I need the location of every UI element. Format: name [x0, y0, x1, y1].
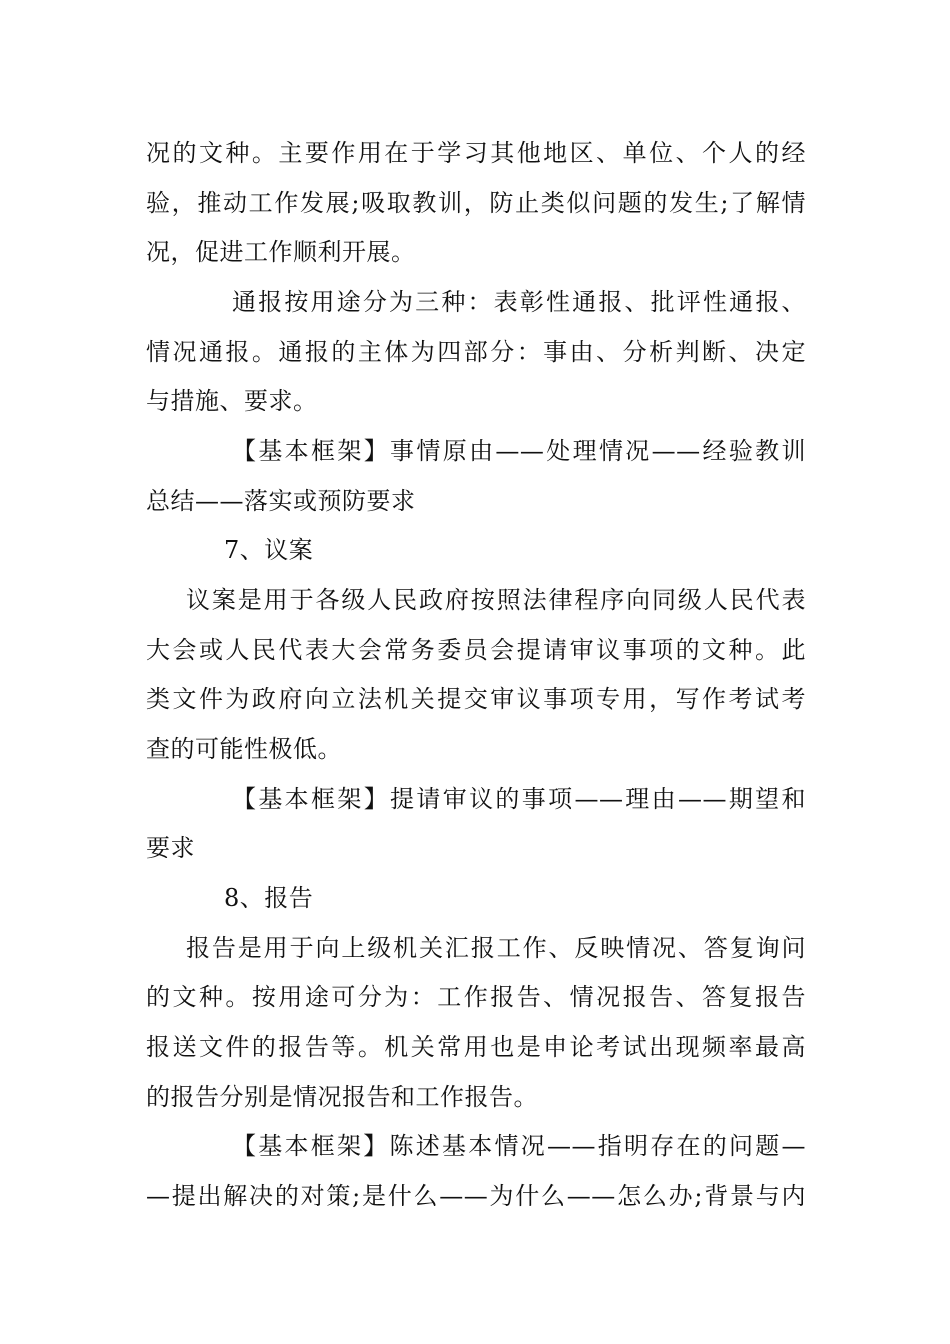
text-line: 查的可能性极低。 — [146, 735, 342, 763]
section-heading: 7、议案 — [224, 536, 314, 564]
framework-label-line: 【基本框架】提请审议的事项——理由——期望和 — [232, 785, 806, 813]
text-line: 报送文件的报告等。机关常用也是申论考试出现频率最高 — [146, 1033, 806, 1061]
section-heading: 8、报告 — [224, 884, 314, 912]
text-line: 要求 — [146, 834, 195, 862]
text-line: 的报告分别是情况报告和工作报告。 — [146, 1083, 538, 1111]
text-line: 验，推动工作发展;吸取教训，防止类似问题的发生;了解情 — [146, 189, 806, 217]
paragraph-first-line: 通报按用途分为三种：表彰性通报、批评性通报、 — [232, 288, 806, 316]
text-line: 大会或人民代表大会常务委员会提请审议事项的文种。此 — [146, 636, 806, 664]
text-line: 与措施、要求。 — [146, 387, 318, 415]
text-line: 情况通报。通报的主体为四部分：事由、分析判断、决定 — [146, 338, 806, 366]
framework-label-line: 【基本框架】事情原由——处理情况——经验教训 — [232, 437, 806, 465]
text-line: 况，促进工作顺利开展。 — [146, 238, 416, 266]
framework-label-line: 【基本框架】陈述基本情况——指明存在的问题— — [232, 1132, 806, 1160]
text-line: 总结——落实或预防要求 — [146, 487, 416, 515]
text-line: 的文种。按用途可分为：工作报告、情况报告、答复报告 — [146, 983, 806, 1011]
text-line: 况的文种。主要作用在于学习其他地区、单位、个人的经 — [146, 139, 806, 167]
text-line: —提出解决的对策;是什么——为什么——怎么办;背景与内 — [146, 1182, 806, 1210]
paragraph-first-line: 议案是用于各级人民政府按照法律程序向同级人民代表 — [186, 586, 806, 614]
text-line: 类文件为政府向立法机关提交审议事项专用，写作考试考 — [146, 685, 806, 713]
paragraph-first-line: 报告是用于向上级机关汇报工作、反映情况、答复询问 — [186, 934, 806, 962]
